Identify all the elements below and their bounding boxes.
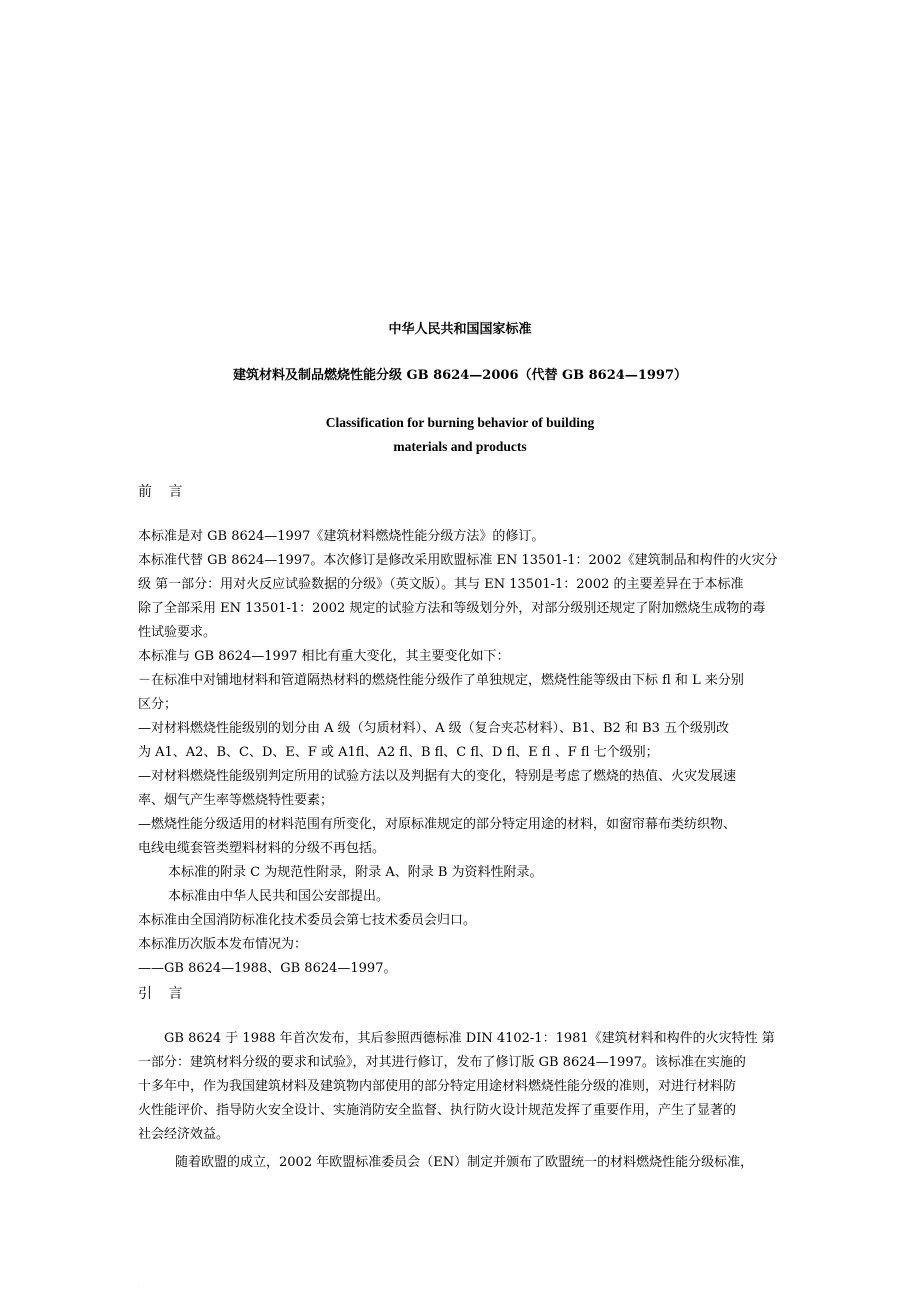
- foreword-line: 区分；: [138, 697, 178, 712]
- foreword-line: 率、烟气产生率等燃烧特性要素；: [138, 793, 334, 808]
- foreword-line: －在标准中对铺地材料和管道隔热材料的燃烧性能分级作了单独规定，燃烧性能等级由下标 fl 和 L 来分别: [138, 673, 744, 688]
- foreword-line: 本标准代替 GB 8624—1997。本次修订是修改采用欧盟标准 EN 13501-1：2002《建筑制品和构件的火灾分: [138, 553, 778, 568]
- introduction-line: 十多年中，作为我国建筑材料及建筑物内部使用的部分特定用途材料燃烧性能分级的准则，对进行材料防: [138, 1079, 737, 1094]
- standard-title-en-line2: materials and products: [393, 439, 527, 454]
- foreword-line: 除了全部采用 EN 13501-1：2002 规定的试验方法和等级划分外，对部分级别还规定了附加燃烧生成物的毒: [138, 601, 766, 616]
- introduction-line: GB 8624 于 1988 年首次发布，其后参照西德标准 DIN 4102-1：1981《建筑材料和构件的火灾特性 第: [164, 1031, 775, 1046]
- foreword-line: 本标准是对 GB 8624—1997《建筑材料燃烧性能分级方法》的修订。: [138, 529, 545, 544]
- foreword-line: 电线电缆套管类塑料材料的分级不再包括。: [138, 841, 386, 856]
- foreword-line: 本标准由中华人民共和国公安部提出。: [168, 889, 390, 904]
- foreword-line: 级 第一部分：用对火反应试验数据的分级》（英文版）。其与 EN 13501-1：2002 的主要差异在于本标准: [138, 577, 744, 592]
- foreword-line: 本标准的附录 C 为规范性附录，附录 A、附录 B 为资料性附录。: [168, 865, 543, 880]
- foreword-line: 本标准与 GB 8624—1997 相比有重大变化，其主要变化如下：: [138, 649, 510, 664]
- standard-title-en-line1: Classification for burning behavior of building: [325, 415, 595, 430]
- foreword-line: 性试验要求。: [138, 625, 217, 640]
- introduction-line: 随着欧盟的成立，2002 年欧盟标准委员会（EN）制定并颁布了欧盟统一的材料燃烧性能分级标准，: [175, 1155, 754, 1170]
- foreword-line: 本标准由全国消防标准化技术委员会第七技术委员会归口。: [138, 913, 477, 928]
- introduction-line: 一部分：建筑材料分级的要求和试验》，对其进行修订，发布了修订版 GB 8624—1997。该标准在实施的: [138, 1055, 746, 1070]
- foreword-line: ——GB 8624—1988、GB 8624—1997。: [138, 961, 397, 976]
- foreword-line: —燃烧性能分级适用的材料范围有所变化，对原标准规定的部分特定用途的材料，如窗帘幕布类纺织物、: [138, 817, 737, 832]
- introduction-line: 火性能评价、指导防火安全设计、实施消防安全监督、执行防火设计规范发挥了重要作用，产生了显著的: [138, 1103, 737, 1118]
- foreword-line: —对材料燃烧性能级别的划分由 A 级（匀质材料）、A 级（复合夹芯材料）、B1、B2 和 B3 五个级别改: [138, 721, 730, 736]
- foreword-heading: 前 言: [138, 484, 189, 500]
- introduction-heading: 引 言: [138, 986, 189, 1002]
- standard-title-cn: 建筑材料及制品燃烧性能分级 GB 8624—2006（代替 GB 8624—1997）: [232, 368, 687, 383]
- national-standard-heading: 中华人民共和国国家标准: [388, 322, 532, 337]
- introduction-line: 社会经济效益。: [138, 1127, 230, 1142]
- foreword-line: 为 A1、A2、B、C、D、E、F 或 A1fl、A2 fl、B fl、C fl、D fl、E fl 、F fl 七个级别；: [138, 745, 659, 760]
- foreword-line: 本标准历次版本发布情况为：: [138, 937, 308, 952]
- footer-mark: .: [138, 1282, 140, 1289]
- foreword-line: —对材料燃烧性能级别判定所用的试验方法以及判据有大的变化，特别是考虑了燃烧的热值、火灾发展速: [138, 769, 737, 784]
